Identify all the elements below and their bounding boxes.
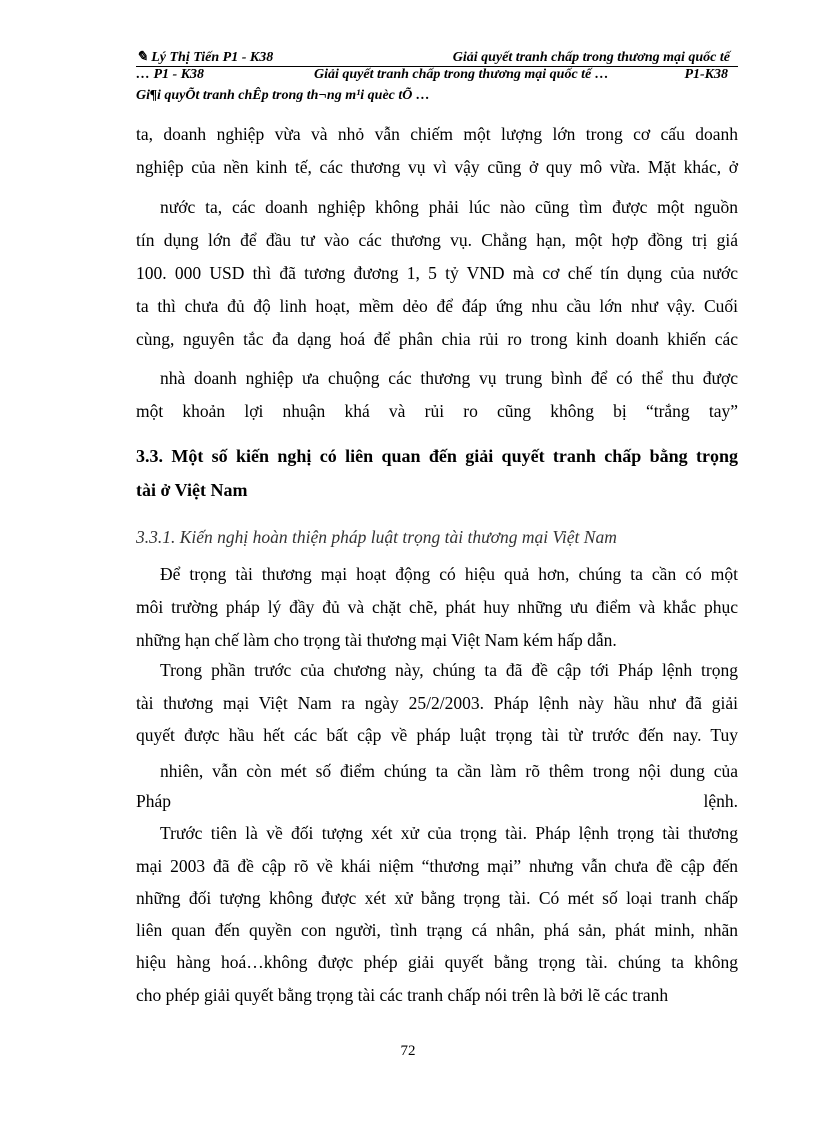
header-row2-right: P1-K38	[684, 67, 728, 82]
text-line: ta thì chưa đủ độ linh hoạt, mềm dẻo để đáp ứng nhu cầu lớn như vậy. Cuối	[136, 296, 738, 316]
text-line: tài thương mại Việt Nam ra ngày 25/2/2003. Pháp lệnh này hầu như đã giải	[136, 693, 738, 713]
text-line: quyết được hầu hết các bất cập về pháp luật trọng tài từ trước đến nay. Tuy	[136, 725, 738, 745]
header-title: Giải quyết tranh chấp trong thương mại quốc tế	[452, 50, 730, 65]
text-line: 100. 000 USD thì đã tương đương 1, 5 tỷ VND mà cơ chế tín dụng của nước	[136, 263, 738, 283]
text-line: nước ta, các doanh nghiệp không phải lúc nào cũng tìm được một nguồn	[160, 197, 738, 217]
page-number: 72	[400, 1043, 416, 1059]
text-line: Trong phần trước của chương này, chúng ta đã đề cập tới Pháp lệnh trọng	[160, 660, 738, 680]
section-heading: 3.3. Một số kiến nghị có liên quan đến giải quyết tranh chấp bằng trọng	[136, 446, 738, 466]
text-line: hiệu hàng hoá…không được phép giải quyết bằng trọng tài. chúng ta không	[136, 952, 738, 972]
header-row2-middle: Giải quyết tranh chấp trong thương mại quốc tế …	[314, 67, 609, 82]
text-line: những hạn chế làm cho trọng tài thương mại Việt Nam kém hấp dẫn.	[136, 630, 617, 650]
text-line: Để trọng tài thương mại hoạt động có hiệu quả hơn, chúng ta cần có một	[160, 564, 738, 584]
section-heading-cont: tài ở Việt Nam	[136, 480, 248, 500]
header-row2-left: … P1 - K38	[136, 67, 205, 82]
text-line: Trước tiên là về đối tượng xét xử của trọng tài. Pháp lệnh trọng tài thương	[160, 823, 738, 843]
text-line: ta, doanh nghiệp vừa và nhỏ vẫn chiếm một lượng lớn trong cơ cấu doanh	[136, 124, 738, 144]
header-row3-text: Gi¶i quyÕt tranh chÊp trong th¬ng m¹i quèc tÕ …	[136, 88, 430, 103]
text-line: cho phép giải quyết bằng trọng tài các tranh chấp nói trên là bởi lẽ các tranh	[136, 985, 669, 1005]
text-line: nghiệp của nền kinh tế, các thương vụ vì vậy cũng ở quy mô vừa. Mặt khác, ở	[136, 157, 738, 177]
text-line: Pháp	[136, 791, 171, 811]
header-author: ✎ Lý Thị Tiến P1 - K38	[136, 50, 274, 65]
header-row-2	[136, 66, 738, 82]
text-line: mại 2003 đã đề cập rõ về khái niệm “thương mại” nhưng vẫn chưa đề cập đến	[136, 856, 738, 876]
text-line: nhiên, vẫn còn mét số điểm chúng ta cần làm rõ thêm trong nội dung của	[160, 761, 738, 781]
subsection-heading: 3.3.1. Kiến nghị hoàn thiện pháp luật trọng tài thương mại Việt Nam	[136, 527, 617, 547]
text-line: môi trường pháp lý đầy đủ và chặt chẽ, phát huy những ưu điểm và khắc phục	[136, 597, 738, 617]
text-line: liên quan đến quyền con người, tình trạng cá nhân, phá sản, phát minh, nhãn	[136, 920, 738, 940]
text-line: những đối tượng không được xét xử bằng trọng tài. Có mét số loại tranh chấp	[136, 888, 738, 908]
text-line: tín dụng lớn để đầu tư vào các thương vụ. Chẳng hạn, một hợp đồng trị giá	[136, 230, 738, 250]
text-line: lệnh.	[703, 791, 738, 811]
text-line: cùng, nguyên tắc đa dạng hoá để phân chia rủi ro trong kinh doanh khiến các	[136, 329, 738, 349]
text-line: nhà doanh nghiệp ưa chuộng các thương vụ trung bình để có thể thu được	[160, 368, 738, 388]
text-line: một khoản lợi nhuận khá và rủi ro cũng không bị “trắng tay”	[136, 401, 738, 421]
